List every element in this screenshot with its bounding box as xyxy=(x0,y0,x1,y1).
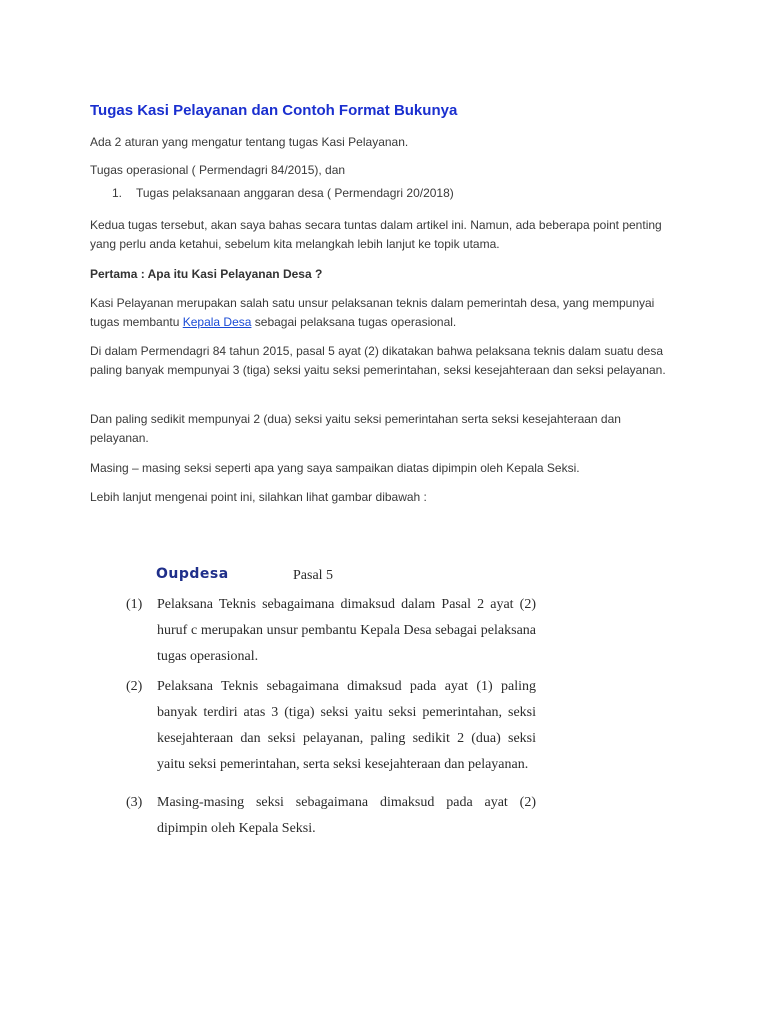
law-item-number: (3) xyxy=(126,795,143,810)
kepala-desa-link[interactable]: Kepala Desa xyxy=(182,314,252,329)
oupdesa-logo: Oupdesa xyxy=(156,566,229,582)
intro-paragraph: Ada 2 aturan yang mengatur tentang tugas Kasi Pelayanan. xyxy=(90,135,409,149)
paragraph-lebih-lanjut: Lebih lanjut mengenai point ini, silahkan lihat gambar dibawah : xyxy=(90,490,427,504)
list-item-number: 1. xyxy=(112,186,123,200)
law-item-text: Pelaksana Teknis sebagaimana dimaksud pada ayat (1) paling banyak terdiri atas 3 (tiga) seksi yaitu seksi pemerintahan, seksi kesejahteraan dan seksi pelayanan, paling sedikit 2 (dua) seksi yaitu seksi pemerintahan, serta seksi kesejahteraan dan pelayanan. xyxy=(157,679,536,772)
law-item-number: (1) xyxy=(126,597,143,612)
paragraph-kedua: Kedua tugas tersebut, akan saya bahas secara tuntas dalam artikel ini. Namun, ada beberapa point penting yang perlu anda ketahui, sebelum kita melangkah lebih lanjut ke topik utama. xyxy=(90,218,662,251)
paragraph-kasi-pelayanan xyxy=(90,294,680,331)
list-item xyxy=(112,186,454,200)
paragraph-masing-masing: Masing – masing seksi seperti apa yang saya sampaikan diatas dipimpin oleh Kepala Seksi. xyxy=(90,461,580,475)
pasal-heading: Pasal 5 xyxy=(293,568,334,583)
article-title: Tugas Kasi Pelayanan dan Contoh Format Bukunya xyxy=(90,102,458,119)
law-item-text: Masing-masing seksi sebagaimana dimaksud pada ayat (2) dipimpin oleh Kepala Seksi. xyxy=(157,795,536,836)
law-item xyxy=(126,592,536,670)
list-item-text: Tugas pelaksanaan anggaran desa ( Permendagri 20/2018) xyxy=(136,186,454,200)
law-item xyxy=(126,674,536,804)
heading-pertama: Pertama : Apa itu Kasi Pelayanan Desa ? xyxy=(90,267,323,281)
duty-operational-paragraph: Tugas operasional ( Permendagri 84/2015), dan xyxy=(90,163,346,177)
law-item-number: (2) xyxy=(126,679,143,694)
kasi-text-after: sebagai pelaksana tugas operasional. xyxy=(251,314,457,329)
paragraph-paling-sedikit: Dan paling sedikit mempunyai 2 (dua) seksi yaitu seksi pemerintahan serta seksi kesejahteraan dan pelayanan. xyxy=(90,412,621,445)
paragraph-permendagri: Di dalam Permendagri 84 tahun 2015, pasal 5 ayat (2) dikatakan bahwa pelaksana teknis dalam suatu desa paling banyak mempunyai 3 (tiga) seksi yaitu seksi pemerintahan, seksi kesejahteraan dan seksi pelayanan. xyxy=(90,344,666,377)
law-item-text: Pelaksana Teknis sebagaimana dimaksud dalam Pasal 2 ayat (2) huruf c merupakan unsur pembantu Kepala Desa sebagai pelaksana tugas operasional. xyxy=(157,597,536,664)
kasi-text-before: Kasi Pelayanan merupakan salah satu unsur pelaksanan teknis dalam pemerintah desa, yang mempunyai tugas membantu xyxy=(90,296,655,329)
law-excerpt-image xyxy=(126,560,546,840)
law-item xyxy=(126,790,536,842)
